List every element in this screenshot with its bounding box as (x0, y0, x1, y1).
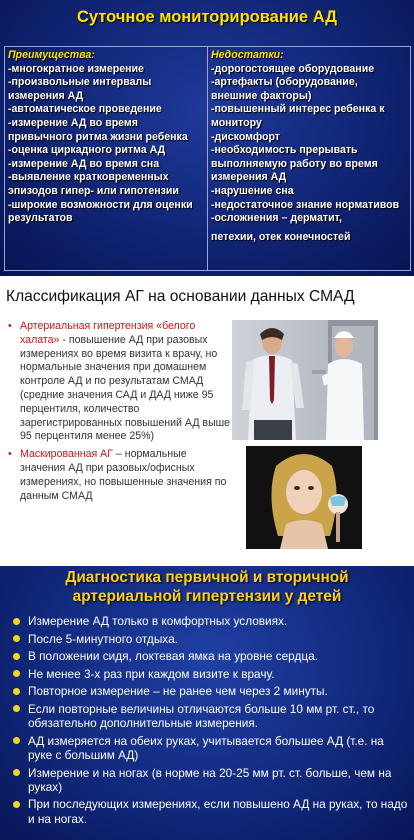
disadvantage-item: петехии, отек конечностей (211, 230, 351, 243)
definition-text: – нормальные значения АД при разовых/офисных измерениях, но повышенные значения по данным СМАД (20, 448, 227, 502)
slide-classification (0, 276, 414, 566)
term-white-coat: Артериальная гипертензия «белого халата» (20, 320, 196, 346)
list-item (12, 667, 410, 681)
term-masked: Маскированная АГ (20, 448, 113, 461)
list-item-text: Не менее 3-х раз при каждом визите к врачу. (28, 666, 275, 681)
bullet-icon (13, 769, 20, 776)
disadvantage-item: -необходимость прерывать выполняемую работу во время измерения АД (211, 144, 378, 184)
list-item-text: АД измеряется на обеих руках, учитывается большее АД (т.е. на руке с большим АД) (28, 733, 384, 762)
list-item-text: После 5-минутного отдыха. (28, 631, 178, 646)
slide2-title: Классификация АГ на основании данных СМАД (6, 288, 355, 305)
list-item (12, 649, 410, 663)
list-item (12, 614, 410, 628)
disadvantages-column (208, 47, 411, 271)
bullet-icon (13, 705, 20, 712)
bullet-icon (13, 737, 20, 744)
advantage-item: -автоматическое проведение (8, 103, 162, 116)
slide-diagnostics (0, 566, 414, 840)
disadvantages-header: Недостатки: (211, 49, 284, 61)
disadvantage-item: -осложнения – дерматит, (211, 212, 342, 225)
disadvantage-item: -артефакты (оборудование, внешние факторы) (211, 76, 358, 102)
list-item-text: Повторное измерение – не ранее чем через 2 минуты. (28, 684, 328, 699)
slide1-title: Суточное мониторирование АД (77, 8, 337, 26)
disadvantage-item: -повышенный интерес ребенка к монитору (211, 103, 385, 129)
list-item-text: Если повторные величины отличаются больше 10 мм рт. ст., то обязательно дополнительные измерения. (28, 701, 375, 731)
bullet-icon (13, 801, 20, 808)
bullet-icon: • (8, 320, 12, 332)
doctor-patient-photo (232, 320, 378, 440)
advantage-item: -произвольные интервалы измерения АД (8, 76, 152, 102)
disadvantage-item: -нарушение сна (211, 184, 294, 197)
slide3-title-line2: артериальной гипертензии у детей (72, 588, 342, 605)
advantages-header: Преимущества: (8, 49, 95, 61)
advantages-column (5, 47, 208, 271)
masked-woman-photo (246, 446, 362, 549)
list-item (8, 320, 234, 444)
pros-cons-table (4, 46, 411, 271)
slide-abpm (0, 0, 414, 276)
slide3-title (0, 568, 414, 606)
list-item (8, 448, 234, 503)
disadvantage-item: -недостаточное знание нормативов (211, 198, 400, 211)
advantage-item: -выявление кратковременных эпизодов гипер- или гипотензии (8, 171, 179, 197)
list-item-text: Измерение и на ногах (в норме на 20-25 мм рт. ст. больше, чем на руках) (28, 765, 392, 794)
advantage-item: -измерение АД во время привычного ритма жизни ребенка (8, 116, 188, 143)
advantage-item: -измерение АД во время сна (8, 157, 160, 170)
bullet-icon: • (8, 448, 12, 461)
advantage-item: -оценка циркадного ритма АД (8, 144, 166, 157)
bullet-icon (13, 670, 20, 677)
advantage-item: -многократное измерение (8, 62, 144, 75)
advantage-item: -широкие возможности для оценки результатов (8, 198, 193, 225)
definition-text: - повышение АД при разовых измерениях во время визита к врачу, но нормальные значения при домашнем контроле АД и по результатам СМАД (средние значения САД и ДАД ниже 95 перцентиля, количество зарегистрированных повышений АД выше 95 перцентиля менее 25%) (20, 333, 231, 443)
classification-list (8, 320, 234, 507)
list-item-text: В положении сидя, локтевая ямка на уровне сердца. (28, 649, 318, 664)
list-item (12, 766, 410, 794)
disadvantage-item: -дорогостоящее оборудование (211, 62, 375, 75)
bullet-icon (13, 688, 20, 695)
list-item (12, 797, 410, 825)
bullet-icon (13, 635, 20, 642)
list-item (12, 684, 410, 698)
diagnostics-list (12, 614, 410, 829)
slide3-title-line1: Диагностика первичной и вторичной (65, 569, 349, 586)
list-item (12, 632, 410, 646)
bullet-icon (13, 653, 20, 660)
list-item-text: Измерение АД только в комфортных условиях. (28, 614, 288, 628)
list-item (12, 702, 410, 730)
list-item-text: При последующих измерениях, если повышено АД на руках, то надо и на ногах. (28, 797, 408, 826)
bullet-icon (13, 618, 20, 625)
disadvantage-item: -дискомфорт (211, 130, 280, 143)
list-item (12, 734, 410, 762)
